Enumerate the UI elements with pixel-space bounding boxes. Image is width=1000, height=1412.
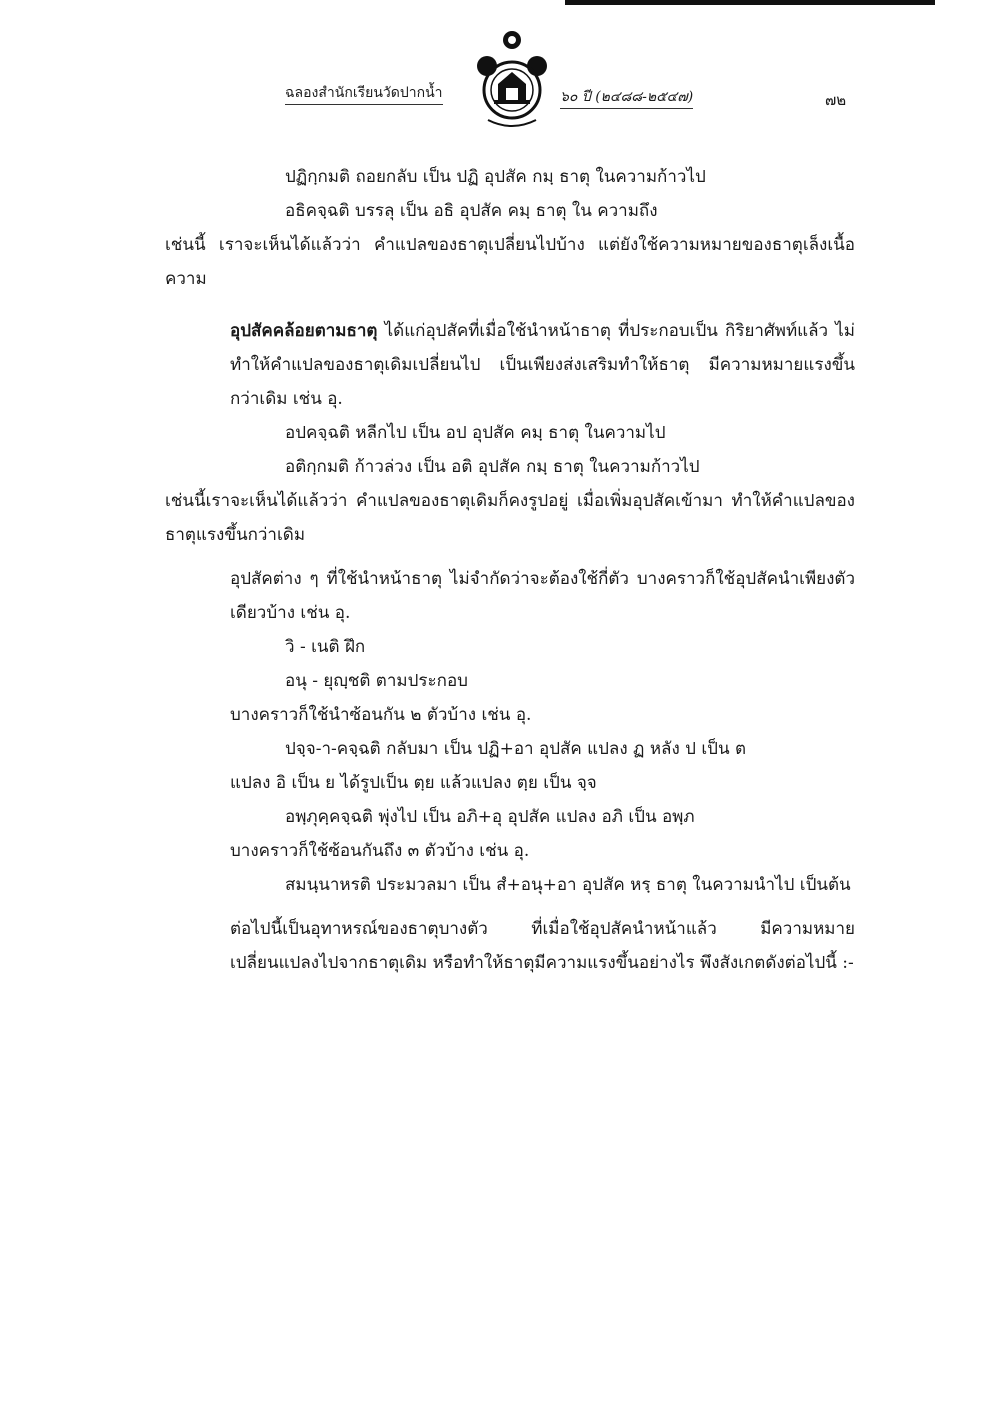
page-header (0, 0, 1000, 140)
example-line: อนุ - ยุญฺชติ ตามประกอบ (285, 671, 468, 691)
example-line: อธิคจฺฉติ บรรลุ เป็น อธิ อุปสัค คมฺ ธาตุ ใน ความถึง (285, 201, 658, 221)
paragraph (165, 314, 855, 416)
example-line: วิ - เนติ ฝึก (285, 637, 366, 657)
example-line: ปฏิกฺกมติ ถอยกลับ เป็น ปฏิ อุปสัค กมฺ ธาตุ ในความก้าวไป (285, 167, 706, 187)
section-term: อุปสัคคล้อยตามธาตุ (230, 321, 378, 341)
example-line: อติกฺกมติ ก้าวล่วง เป็น อติ อุปสัค กมฺ ธาตุ ในความก้าวไป (285, 457, 700, 477)
paragraph: สมนฺนาหรติ ประมวลมา เป็น สํ+อนุ+อา อุปสัค หรฺ ธาตุ ในความนำไป เป็นต้น (285, 875, 851, 895)
paragraph: เช่นนี้เราจะเห็นได้แล้วว่า คำแปลของธาตุเดิมก็คงรูปอยู่ เมื่อเพิ่มอุปสัคเข้ามา ทำให้คำแปลของธาตุแรงขึ้นกว่าเดิม (165, 491, 855, 545)
page-number: ๗๒ (825, 91, 847, 109)
paragraph-text: ได้แก่อุปสัคที่เมื่อใช้นำหน้าธาตุ ที่ประกอบเป็น กิริยาศัพท์แล้ว ไม่ทำให้คำแปลของธาตุเดิมเปลี่ยนไป เป็นเพียงส่งเสริมทำให้ธาตุ มีความหมายแรงขึ้นกว่าเดิม เช่น อุ. (230, 321, 855, 409)
example-line: แปลง อิ เป็น ย ได้รูปเป็น ตฺย แล้วแปลง ตฺย เป็น จฺจ (230, 773, 597, 793)
paragraph: เช่นนี้ เราจะเห็นได้แล้วว่า คำแปลของธาตุเปลี่ยนไปบ้าง แต่ยังใช้ความหมายของธาตุเล็งเนื้อความ (165, 235, 855, 289)
paragraph: อุปสัคต่าง ๆ ที่ใช้นำหน้าธาตุ ไม่จำกัดว่าจะต้องใช้กี่ตัว บางคราวก็ใช้อุปสัคนำเพียงตัวเดียวบ้าง เช่น อุ. (230, 569, 855, 623)
example-line: บางคราวก็ใช้ซ้อนกันถึง ๓ ตัวบ้าง เช่น อุ. (230, 841, 530, 861)
header-left-title: ฉลองสำนักเรียนวัดปากน้ำ (285, 82, 443, 105)
document-body (165, 150, 855, 980)
paragraph: ต่อไปนี้เป็นอุทาหรณ์ของธาตุบางตัว ที่เมื่อใช้อุปสัคนำหน้าแล้ว มีความหมายเปลี่ยนแปลงไปจากธาตุเดิม หรือทำให้ธาตุมีความแรงขึ้นอย่างไร พึงสังเกตดังต่อไปนี้ :- (230, 919, 855, 973)
example-line: อพฺภุคฺคจฺฉติ พุ่งไป เป็น อภิ+อุ อุปสัค แปลง อภิ เป็น อพฺภ (285, 807, 695, 827)
header-center-title: ๖๐ ปี (๒๔๘๘-๒๕๔๗) (560, 86, 693, 109)
example-line: ปจฺจ-า-คจฺฉติ กลับมา เป็น ปฏิ+อา อุปสัค แปลง ฏ หลัง ป เป็น ต (285, 739, 747, 759)
temple-emblem-icon (470, 28, 554, 138)
example-line: บางคราวก็ใช้นำซ้อนกัน ๒ ตัวบ้าง เช่น อุ. (230, 705, 532, 725)
example-line: อปคจฺฉติ หลีกไป เป็น อป อุปสัค คมฺ ธาตุ ในความไป (285, 423, 666, 443)
